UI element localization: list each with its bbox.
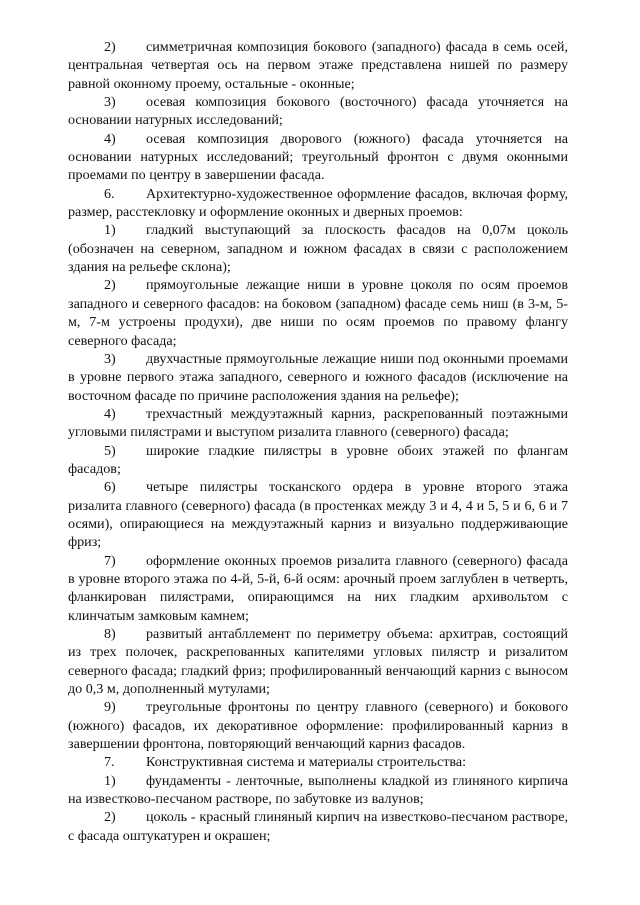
paragraph-4 (68, 185, 568, 222)
paragraph-number: 5) (104, 442, 116, 459)
paragraph-number: 7) (104, 552, 116, 569)
paragraph-text: Конструктивная система и материалы строительства: (146, 754, 467, 771)
paragraph-text: фундаменты - ленточные, выполнены кладкой из глиняного кирпича на известково-песчаном растворе, по забутовке из валунов; (68, 772, 568, 808)
paragraph-11 (68, 552, 568, 625)
paragraph-3 (68, 130, 568, 185)
paragraph-text: прямоугольные лежащие ниши в уровне цоколя по осям проемов западного и северного фасадов: на боковом (западном) фасаде семь ниш (в 3-м, 5-м, 7-м устроены продухи), две ниши по осям проемов по правому флангу северного фасада; (68, 277, 568, 349)
paragraph-16 (68, 808, 568, 845)
paragraph-text: осевая композиция дворового (южного) фасада уточняется на основании натурных исследований; треугольный фронтон с двумя оконными проемами по центру в завершении фасада. (68, 130, 568, 184)
paragraph-number: 2) (104, 809, 116, 826)
paragraph-number: 4) (104, 130, 116, 147)
paragraph-number: 1) (104, 772, 116, 789)
paragraph-text: гладкий выступающий за плоскость фасадов на 0,07м цоколь (обозначен на северном, западном и южном фасадах в связи с расположением здания на рельефе склона); (68, 222, 568, 276)
paragraph-number: 2) (104, 277, 116, 294)
paragraph-text: симметричная композиция бокового (западного) фасада в семь осей, центральная четвертая ось на первом этаже представлена нишей по размеру равной оконному проему, остальные - оконные; (68, 39, 568, 92)
paragraph-number: 8) (104, 626, 116, 642)
paragraph-text: Архитектурно-художественное оформление фасадов, включая форму, размер, расстекловку и оформление оконных и дверных проемов: (68, 185, 568, 221)
paragraph-text: оформление оконных проемов ризалита главного (северного) фасада в уровне второго этажа по 4-й, 5-й, 6-й осям: арочный проем заглублен в четверть, фланкирован пилястрами, опирающимся на них гладким архивольтом с клинчатым замковым камнем; (68, 552, 568, 624)
paragraph-text: трехчастный междуэтажный карниз, раскрепованный поэтажными угловыми пилястрами и выступом ризалита главного (северного) фасада; (68, 405, 568, 441)
paragraph-text: треугольные фронтоны по центру главного (северного) и бокового (южного) фасадов, их декоративное оформление: профилированный карниз в завершении фронтона, повторяющий венчающий карниз фасадов. (68, 699, 568, 753)
paragraph-6 (68, 276, 568, 349)
paragraph-13 (68, 698, 568, 753)
paragraph-number: 7. (104, 754, 115, 771)
paragraph-text: осевая композиция бокового (восточного) фасада уточняется на основании натурных исследований; (68, 94, 568, 129)
paragraph-7 (68, 350, 568, 405)
paragraph-10 (68, 478, 568, 551)
document-page (68, 38, 568, 845)
paragraph-15 (68, 772, 568, 809)
paragraph-text: четыре пилястры тосканского ордера в уровне второго этажа ризалита главного (северного) фасада (в простенках между 3 и 4, 4 и 5, 5 и 6, 6 и 7 осями), опирающиеся на междуэтажный карниз и визуально поддерживающие фриз; (68, 479, 568, 551)
paragraph-9 (68, 442, 568, 479)
paragraph-text: широкие гладкие пилястры в уровне обоих этажей по флангам фасадов; (68, 442, 568, 477)
paragraph-number: 6. (104, 185, 115, 202)
paragraph-number: 3) (104, 94, 116, 111)
paragraph-8 (68, 405, 568, 442)
paragraph-number: 6) (104, 479, 116, 496)
paragraph-2 (68, 93, 568, 130)
paragraph-number: 2) (104, 39, 116, 55)
paragraph-number: 1) (104, 222, 116, 239)
paragraph-text: цоколь - красный глиняный кирпич на известково-песчаном растворе, с фасада оштукатурен и окрашен; (68, 809, 568, 844)
paragraph-number: 9) (104, 699, 116, 716)
paragraph-12 (68, 625, 568, 698)
paragraph-1 (68, 38, 568, 93)
paragraph-text: развитый антабллемент по периметру объема: архитрав, состоящий из трех полочек, раскрепованных капителями угловых пилястр и ризалитом северного фасада; гладкий фриз; профилированный венчающий карниз с выносом до 0,3 м, дополненный мутулами; (68, 626, 568, 698)
paragraph-text: двухчастные прямоугольные лежащие ниши под оконными проемами в уровне первого этажа западного, северного и южного фасадов (исключение на восточном фасаде по причине расположения здания на рельефе); (68, 350, 568, 404)
paragraph-number: 4) (104, 405, 116, 422)
paragraph-14 (68, 753, 568, 771)
paragraph-5 (68, 221, 568, 276)
paragraph-number: 3) (104, 350, 116, 367)
